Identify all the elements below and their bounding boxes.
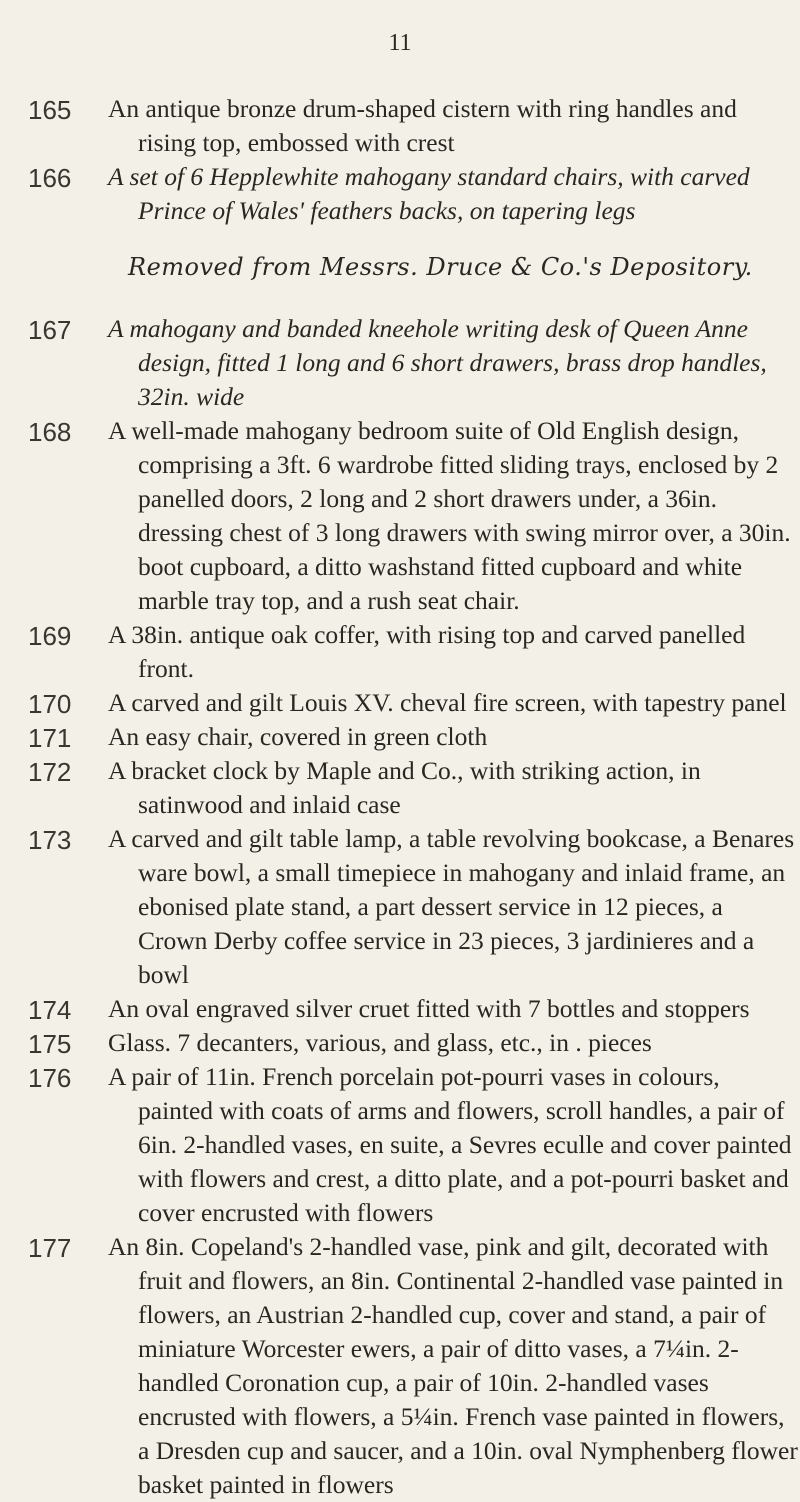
depository-notice: Removed from Messrs. Druce & Co.'s Depository. (128, 253, 753, 281)
lot-description: An antique bronze drum-shaped cistern with ring handles and rising top, embossed with crest (108, 94, 737, 157)
lot-entry (0, 992, 800, 1026)
lot-list (0, 92, 800, 1502)
lot-entry (0, 414, 800, 618)
lot-number: 170 (28, 689, 72, 719)
lot-entry (0, 1060, 800, 1230)
lot-entry (0, 92, 800, 160)
lot-description: An 8in. Copeland's 2-handled vase, pink and gilt, decorated with fruit and flowers, an 8in. Continental 2-handled vase painted in flowers, an Austrian 2-handled cup, cover and stand, a pair of miniature Worcester ewers, a pair of ditto vases, a 7¼in. 2-handled Coronation cup, a pair of 10in. 2-handled vases encrusted with flowers, a 5¼in. French vase painted in flowers, a Dresden cup and saucer, and a 10in. oval Nymphenberg flower basket painted in flowers (108, 1232, 798, 1499)
lot-entry (0, 686, 800, 720)
lot-number: 171 (28, 723, 72, 753)
lot-number: 175 (28, 1029, 72, 1059)
page-number: 11 (388, 30, 412, 56)
lot-number: 177 (28, 1233, 72, 1263)
lot-number: 166 (28, 163, 72, 193)
lot-description: A pair of 11in. French porcelain pot-pourri vases in colours, painted with coats of arms and flowers, scroll handles, a pair of 6in. 2-handled vases, en suite, a Sevres eculle and cover painted with flowers and crest, a ditto plate, and a pot-pourri basket and cover encrusted with flowers (108, 1062, 792, 1227)
lot-entry (0, 618, 800, 686)
lot-entry (0, 160, 800, 228)
lot-description: A well-made mahogany bedroom suite of Old English design, comprising a 3ft. 6 wardrobe fitted sliding trays, enclosed by 2 panelled doors, 2 long and 2 short drawers under, a 36in. dressing chest of 3 long drawers with swing mirror over, a 30in. boot cupboard, a ditto washstand fitted cupboard and white marble tray top, and a rush seat chair. (108, 416, 791, 615)
lot-entry (0, 312, 800, 414)
lot-number: 168 (28, 417, 72, 447)
lot-number: 165 (28, 95, 72, 125)
lot-description: An easy chair, covered in green cloth (108, 722, 488, 751)
lot-number: 174 (28, 995, 72, 1025)
lot-entry (0, 720, 800, 754)
lot-description: Glass. 7 decanters, various, and glass, etc., in . pieces (108, 1028, 652, 1057)
lot-number: 172 (28, 757, 72, 787)
lot-entry (0, 1230, 800, 1502)
lot-number: 173 (28, 825, 72, 855)
lot-number: 169 (28, 621, 72, 651)
lot-entry (0, 754, 800, 822)
lot-description: An oval engraved silver cruet fitted with 7 bottles and stoppers (108, 994, 750, 1023)
lot-description: A 38in. antique oak coffer, with rising top and carved panelled front. (108, 620, 746, 683)
lot-number: 176 (28, 1063, 72, 1093)
lot-description: A carved and gilt Louis XV. cheval fire screen, with tapestry panel (108, 688, 787, 717)
lot-description: A set of 6 Hepplewhite mahogany standard chairs, with carved Prince of Wales' feathers backs, on tapering legs (108, 162, 750, 225)
lot-description: A mahogany and banded kneehole writing desk of Queen Anne design, fitted 1 long and 6 short drawers, brass drop handles, 32in. wide (108, 314, 767, 411)
lot-entry (0, 1026, 800, 1060)
lot-number: 167 (28, 315, 72, 345)
lot-description: A bracket clock by Maple and Co., with striking action, in satinwood and inlaid case (108, 756, 701, 819)
lot-description: A carved and gilt table lamp, a table revolving bookcase, a Benares ware bowl, a small timepiece in mahogany and inlaid frame, an ebonised plate stand, a part dessert service in 12 pieces, a Crown Derby coffee service in 23 pieces, 3 jardinieres and a bowl (108, 824, 795, 989)
lot-entry (0, 822, 800, 992)
